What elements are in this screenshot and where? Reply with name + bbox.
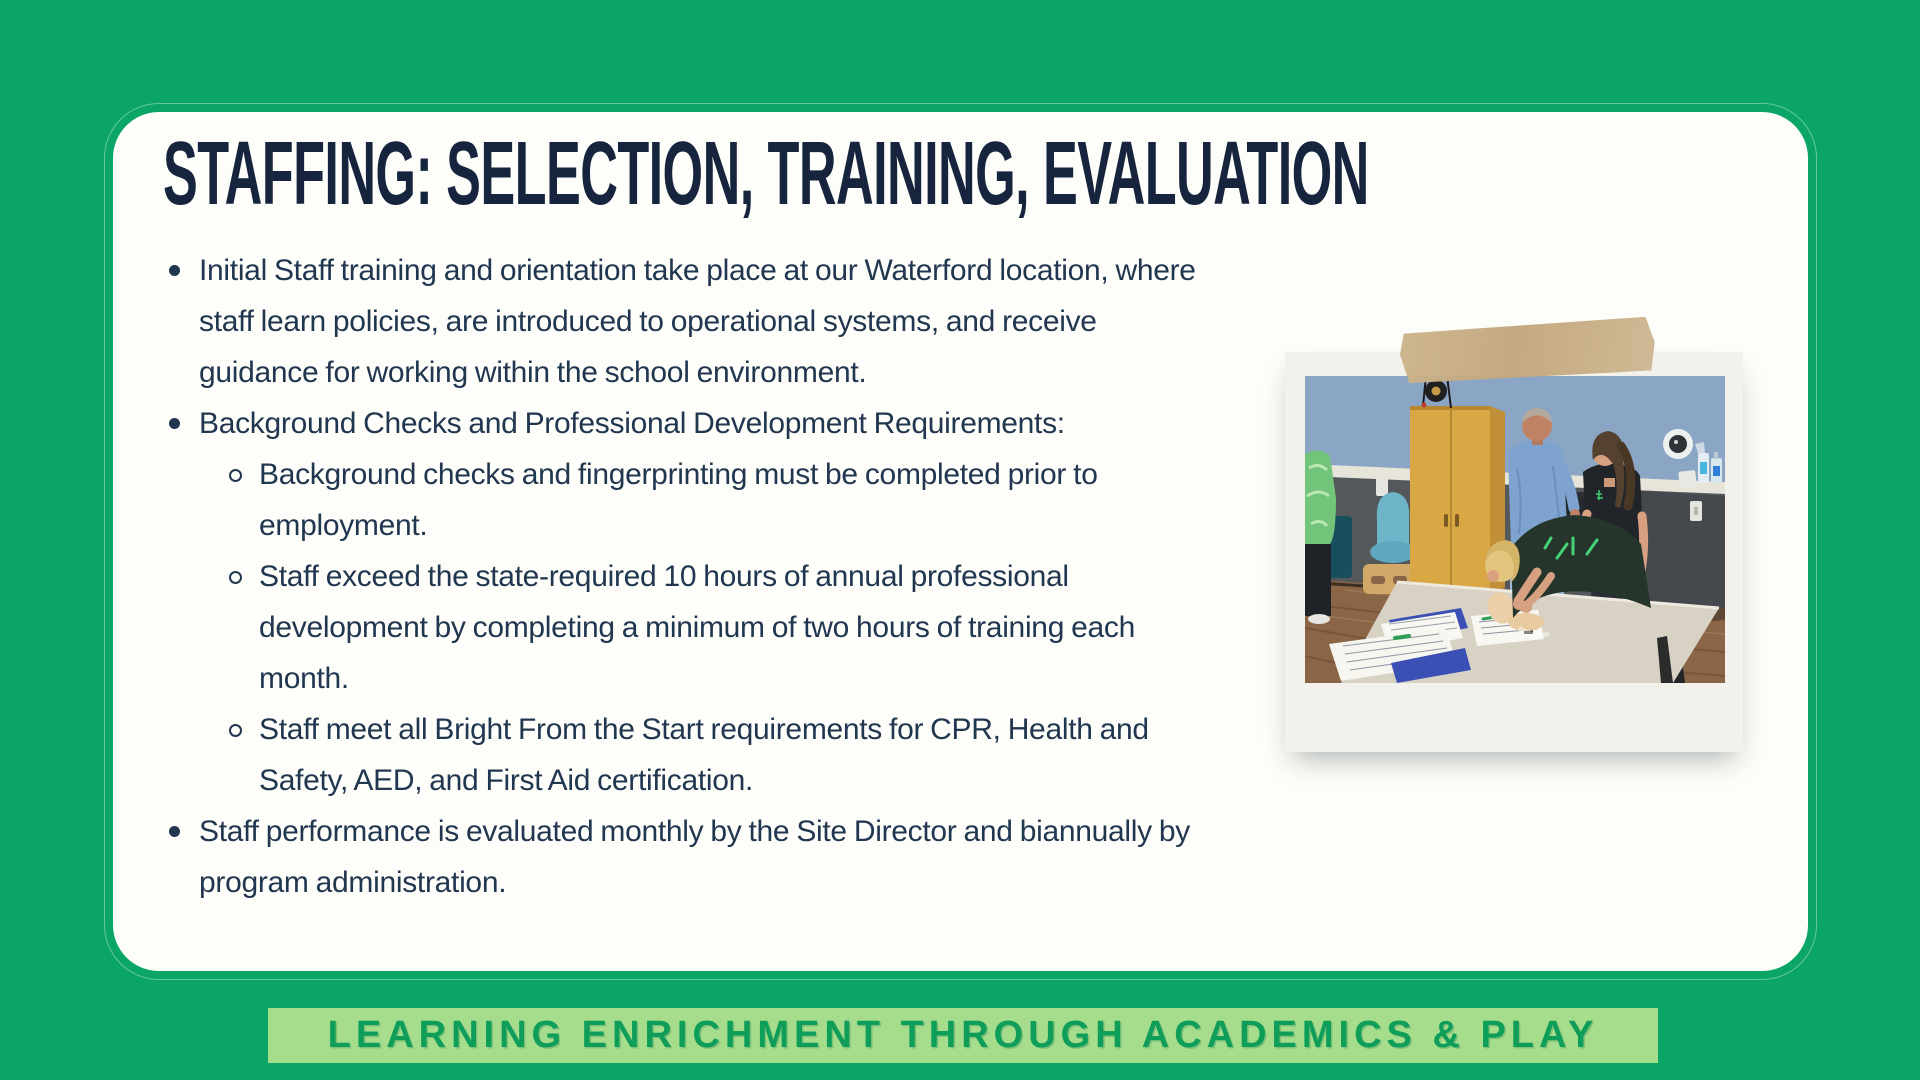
bullet-list [165, 245, 1209, 908]
classroom-photo [1305, 376, 1725, 683]
polaroid-photo [1285, 352, 1743, 752]
sub-bullet-list [199, 449, 1209, 806]
sub-bullet-text: Background checks and fingerprinting must be completed prior to employment. [259, 458, 1098, 542]
sub-bullet-item [199, 449, 1209, 551]
bullet-dot-icon [169, 418, 180, 429]
footer-banner-text: LEARNING ENRICHMENT THROUGH ACADEMICS & PLAY [327, 1014, 1599, 1056]
bullet-dot-icon [169, 265, 180, 276]
bullet-item [165, 398, 1209, 806]
bullet-circle-icon [229, 571, 242, 584]
footer-banner [268, 1008, 1658, 1063]
bullet-item [165, 245, 1209, 398]
sub-bullet-item [199, 704, 1209, 806]
bullet-text: Initial Staff training and orientation take place at our Waterford location, where staff learn policies, are introduced to operational systems, and receive guidance for working within the school environment. [199, 254, 1196, 389]
bullet-text: Background Checks and Professional Development Requirements: [199, 407, 1065, 440]
bullet-dot-icon [169, 826, 180, 837]
bullet-circle-icon [229, 469, 242, 482]
classroom-photo-illustration [1305, 376, 1725, 683]
bullet-item [165, 806, 1209, 908]
bullet-circle-icon [229, 724, 242, 737]
sub-bullet-item [199, 551, 1209, 704]
sub-bullet-text: Staff meet all Bright From the Start requirements for CPR, Health and Safety, AED, and First Aid certification. [259, 713, 1149, 797]
page-title: STAFFING: SELECTION, TRAINING, EVALUATION [163, 124, 1369, 224]
sub-bullet-text: Staff exceed the state-required 10 hours of annual professional development by completing a minimum of two hours of training each month. [259, 560, 1135, 695]
slide-card [113, 112, 1808, 971]
bullet-text: Staff performance is evaluated monthly by the Site Director and biannually by program administration. [199, 815, 1190, 899]
